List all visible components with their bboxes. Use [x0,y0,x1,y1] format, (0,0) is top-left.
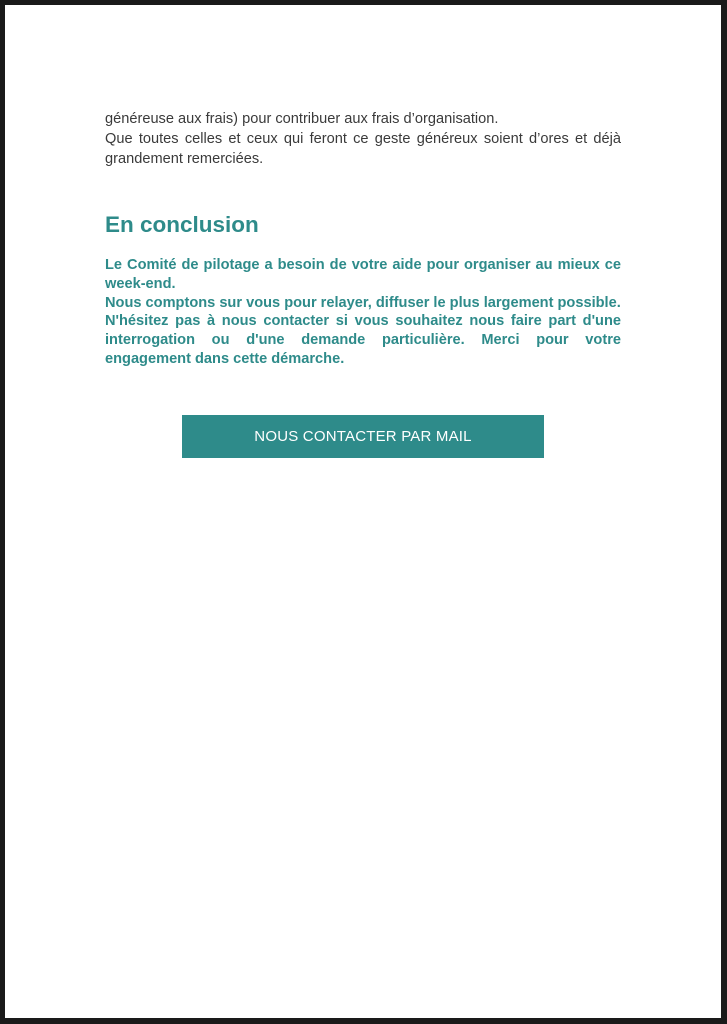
intro-line: Que toutes celles et ceux qui feront ce geste généreux soient d’ores et déjà grandement remerciées. [105,131,621,167]
section-heading: En conclusion [105,212,259,237]
conclusion-line: Nous comptons sur vous pour relayer, diffuser le plus largement possible. [105,294,621,311]
intro-line: généreuse aux frais) pour contribuer aux frais d’organisation. [105,111,499,127]
contact-by-mail-button[interactable]: NOUS CONTACTER PAR MAIL [182,415,544,458]
conclusion-line: Le Comité de pilotage a besoin de votre aide pour organiser au mieux ce week-end. [105,257,621,292]
conclusion-paragraph [105,256,621,369]
document-page [5,5,721,1018]
conclusion-line: N'hésitez pas à nous contacter si vous souhaitez nous faire part d'une interrogation ou d'une demande particulière. Merci pour votre engagement dans cette démarche. [105,313,621,367]
intro-paragraph [105,109,621,169]
